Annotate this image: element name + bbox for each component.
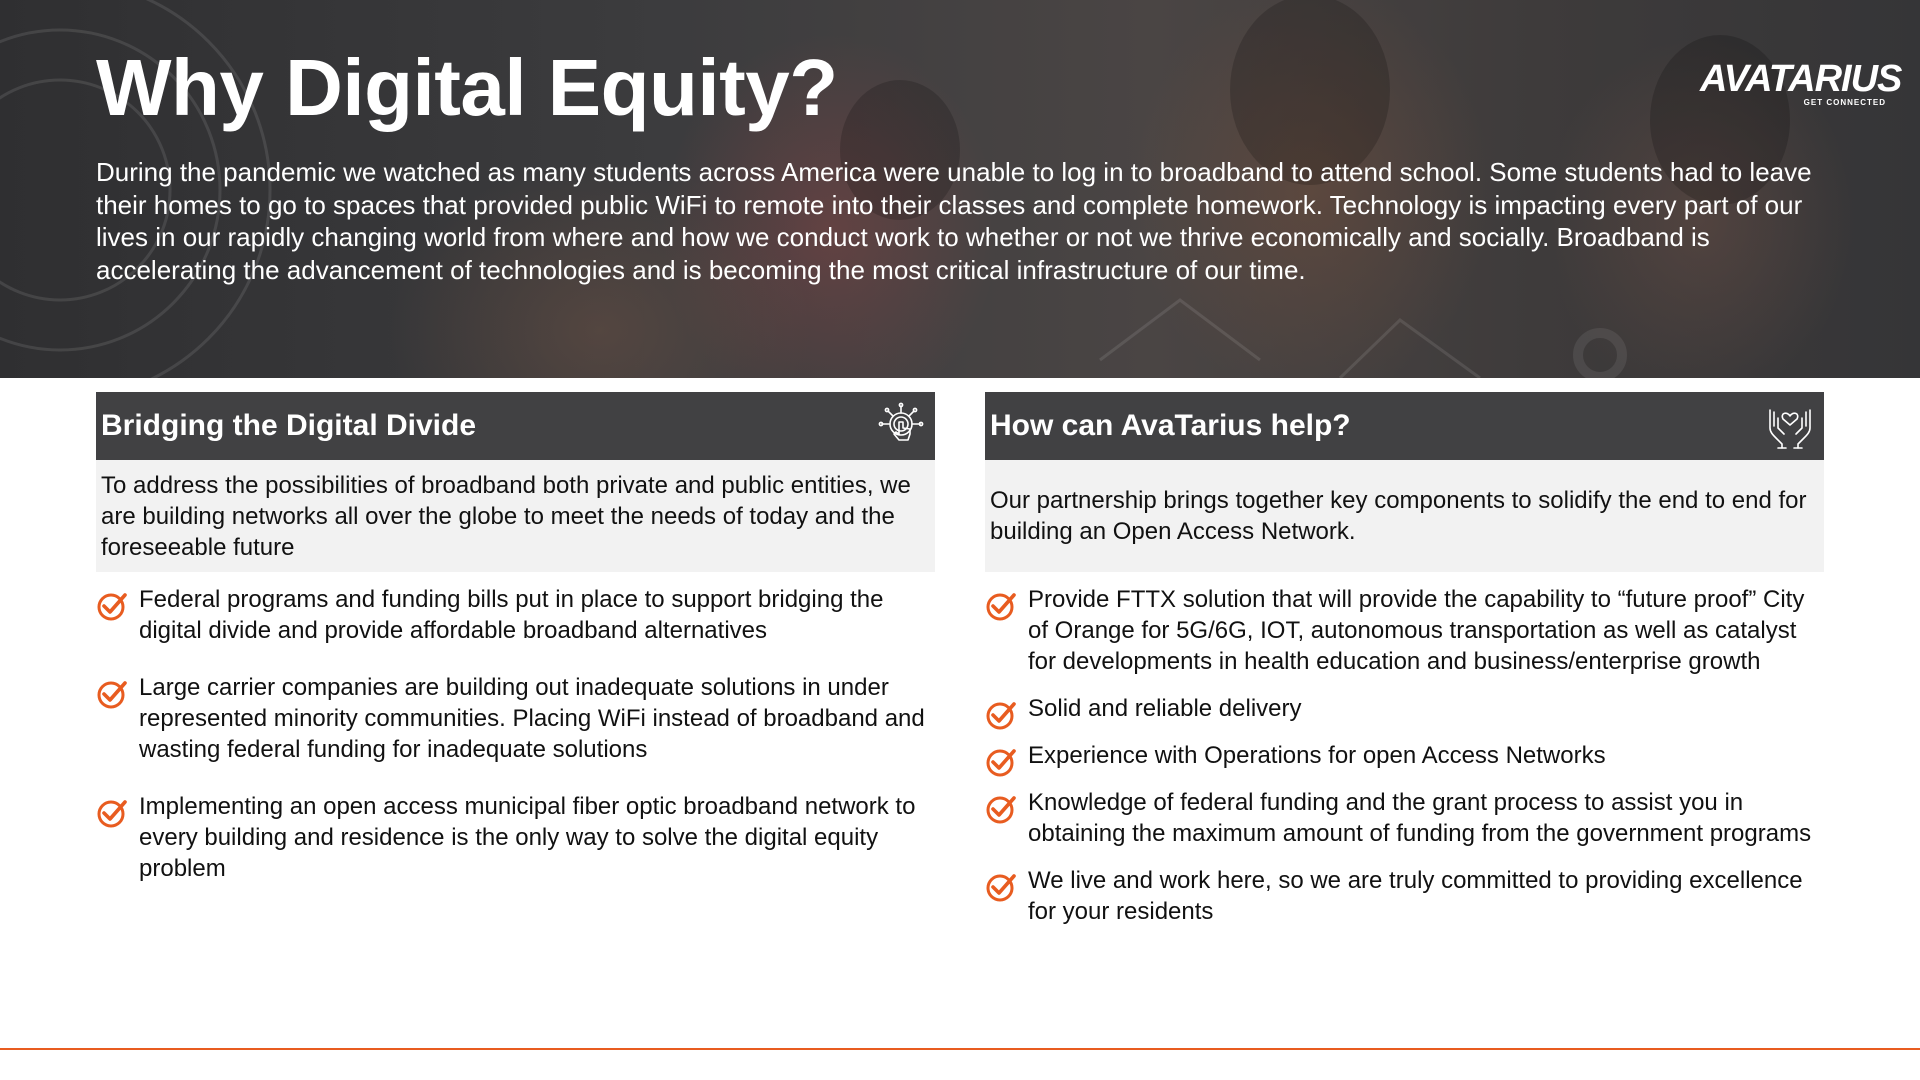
bullet-text: Experience with Operations for open Access Networks bbox=[1028, 742, 1606, 769]
avatarius-logo bbox=[1696, 58, 1902, 108]
footer-divider bbox=[0, 1048, 1920, 1050]
right-panel bbox=[985, 392, 1824, 943]
checkmark-icon bbox=[96, 590, 128, 622]
right-panel-title: How can AvaTarius help? bbox=[990, 409, 1351, 442]
bullet-text: Implementing an open access municipal fiber optic broadband network to every building and residence is the only way to solve the digital equity problem bbox=[139, 793, 916, 882]
bullet-text: Federal programs and funding bills put in place to support bridging the digital divide and provide affordable broadband alternatives bbox=[139, 586, 884, 644]
right-panel-header bbox=[985, 392, 1824, 460]
right-panel-intro bbox=[985, 460, 1824, 572]
hero-paragraph: During the pandemic we watched as many students across America were unable to log in to broadband to attend school. Some students had to leave their homes to go to spaces that provided public WiFi to remote into their classes and complete homework. Technology is impacting every part of our lives in our rapidly changing world from where and how we conduct work to whether or not we thrive economically and socially. Broadband is accelerating the advancement of technologies and is becoming the most critical infrastructure of our time. bbox=[96, 157, 1812, 285]
left-panel bbox=[96, 392, 935, 910]
checkmark-icon bbox=[96, 678, 128, 710]
helping-hands-icon bbox=[1766, 402, 1814, 450]
list-item bbox=[985, 865, 1824, 927]
checkmark-icon bbox=[985, 699, 1017, 731]
bullet-text: Knowledge of federal funding and the grant process to assist you in obtaining the maximum amount of funding from the government programs bbox=[1028, 789, 1812, 847]
list-item bbox=[96, 672, 935, 765]
bullet-text: We live and work here, so we are truly committed to providing excellence for your residents bbox=[1028, 867, 1803, 925]
checkmark-icon bbox=[985, 746, 1017, 778]
checkmark-icon bbox=[985, 590, 1017, 622]
bullet-text: Provide FTTX solution that will provide the capability to “future proof” City of Orange for 5G/6G, IOT, autonomous transportation as well as catalyst for developments in health education and business/enterprise growth bbox=[1028, 586, 1805, 675]
checkmark-icon bbox=[96, 797, 128, 829]
bullet-text: Large carrier companies are building out inadequate solutions in under represented minority communities. Placing WiFi instead of broadband and wasting federal funding for inadequate solutions bbox=[139, 674, 925, 763]
left-panel-intro-text: To address the possibilities of broadband both private and public entities, we are building networks all over the globe to meet the needs of today and the foreseeable future bbox=[101, 471, 911, 561]
left-panel-header bbox=[96, 392, 935, 460]
left-panel-title: Bridging the Digital Divide bbox=[101, 409, 477, 442]
logo-wordmark: AVATARIUS bbox=[1700, 58, 1902, 100]
list-item bbox=[96, 791, 935, 884]
left-panel-intro bbox=[96, 460, 935, 572]
logo-tagline: GET CONNECTED bbox=[1803, 98, 1886, 107]
hero-banner bbox=[0, 0, 1920, 378]
list-item bbox=[985, 740, 1824, 771]
list-item bbox=[985, 584, 1824, 677]
list-item bbox=[96, 584, 935, 646]
left-bullet-list bbox=[96, 584, 935, 884]
touch-network-icon bbox=[877, 402, 925, 450]
list-item bbox=[985, 787, 1824, 849]
checkmark-icon bbox=[985, 871, 1017, 903]
list-item bbox=[985, 693, 1824, 724]
bullet-text: Solid and reliable delivery bbox=[1028, 695, 1302, 722]
page-title: Why Digital Equity? bbox=[96, 43, 838, 132]
checkmark-icon bbox=[985, 793, 1017, 825]
right-panel-intro-text: Our partnership brings together key components to solidify the end to end for building an Open Access Network. bbox=[990, 487, 1807, 545]
right-bullet-list bbox=[985, 584, 1824, 927]
